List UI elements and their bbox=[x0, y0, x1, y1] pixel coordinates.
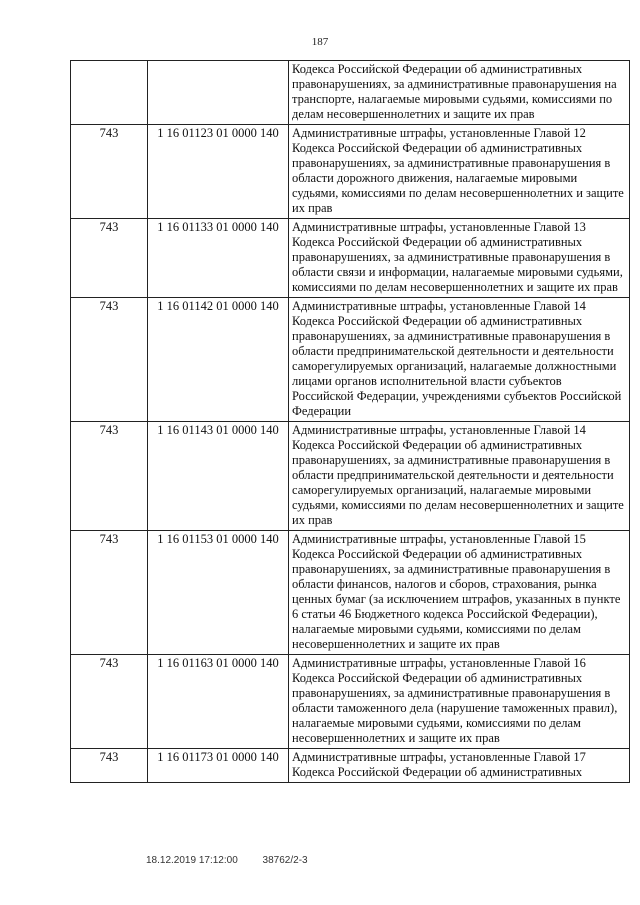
table-row bbox=[71, 531, 630, 655]
page-number: 187 bbox=[311, 36, 329, 48]
page-footer bbox=[146, 855, 330, 866]
kbk-code-cell: 1 16 01143 01 0000 140 bbox=[148, 422, 289, 531]
admin-code-cell: 743 bbox=[71, 219, 148, 298]
kbk-code-cell bbox=[148, 61, 289, 125]
description-cell: Административные штрафы, установленные Главой 12 Кодекса Российской Федерации об административных правонарушениях, за административные правонарушения в области дорожного движения, налагаемые мировыми судьями, комиссиями по делам несовершеннолетних и защите их прав bbox=[289, 125, 630, 219]
admin-code-cell bbox=[71, 61, 148, 125]
admin-code-cell: 743 bbox=[71, 422, 148, 531]
kbk-code-cell: 1 16 01133 01 0000 140 bbox=[148, 219, 289, 298]
table-row bbox=[71, 655, 630, 749]
kbk-code-cell: 1 16 01173 01 0000 140 bbox=[148, 749, 289, 783]
admin-code-cell: 743 bbox=[71, 125, 148, 219]
table-row bbox=[71, 61, 630, 125]
kbk-code-cell: 1 16 01163 01 0000 140 bbox=[148, 655, 289, 749]
budget-code-table bbox=[70, 60, 630, 783]
description-cell: Административные штрафы, установленные Главой 13 Кодекса Российской Федерации об административных правонарушениях, за административные правонарушения в области связи и информации, налагаемые мировыми судьями, комиссиями по делам несовершеннолетних и защите их прав bbox=[289, 219, 630, 298]
admin-code-cell: 743 bbox=[71, 298, 148, 422]
description-cell: Административные штрафы, установленные Главой 16 Кодекса Российской Федерации об административных правонарушениях, за административные правонарушения в области таможенного дела (нарушение таможенных правил), налагаемые мировыми судьями, комиссиями по делам несовершеннолетних и защите их прав bbox=[289, 655, 630, 749]
kbk-code-cell: 1 16 01123 01 0000 140 bbox=[148, 125, 289, 219]
description-cell: Кодекса Российской Федерации об административных правонарушениях, за административные правонарушения на транспорте, налагаемые мировыми судьями, комиссиями по делам несовершеннолетних и защите их прав bbox=[289, 61, 630, 125]
description-cell: Административные штрафы, установленные Главой 14 Кодекса Российской Федерации об административных правонарушениях, за административные правонарушения в области предпринимательской деятельности и деятельности саморегулируемых организаций, налагаемые мировыми судьями, комиссиями по делам несовершеннолетних и защите их прав bbox=[289, 422, 630, 531]
table-row bbox=[71, 219, 630, 298]
description-cell: Административные штрафы, установленные Главой 17 Кодекса Российской Федерации об административных bbox=[289, 749, 630, 783]
description-cell: Административные штрафы, установленные Главой 14 Кодекса Российской Федерации об административных правонарушениях, за административные правонарушения в области предпринимательской деятельности и деятельности саморегулируемых организаций, налагаемые должностными лицами органов исполнительной власти субъектов Российской Федерации, учреждениями субъектов Российской Федерации bbox=[289, 298, 630, 422]
table-row bbox=[71, 749, 630, 783]
table-row bbox=[71, 298, 630, 422]
description-cell: Административные штрафы, установленные Главой 15 Кодекса Российской Федерации об административных правонарушениях, за административные правонарушения в области финансов, налогов и сборов, страхования, рынка ценных бумаг (за исключением штрафов, указанных в пункте 6 статьи 46 Бюджетного кодекса Российской Федерации), налагаемые мировыми судьями, комиссиями по делам несовершеннолетних и защите их прав bbox=[289, 531, 630, 655]
kbk-code-cell: 1 16 01153 01 0000 140 bbox=[148, 531, 289, 655]
table-row bbox=[71, 125, 630, 219]
kbk-code-cell: 1 16 01142 01 0000 140 bbox=[148, 298, 289, 422]
footer-doc-id: 38762/2-3 bbox=[262, 855, 308, 866]
admin-code-cell: 743 bbox=[71, 655, 148, 749]
table-row bbox=[71, 422, 630, 531]
admin-code-cell: 743 bbox=[71, 749, 148, 783]
admin-code-cell: 743 bbox=[71, 531, 148, 655]
footer-timestamp: 18.12.2019 17:12:00 bbox=[146, 855, 238, 866]
